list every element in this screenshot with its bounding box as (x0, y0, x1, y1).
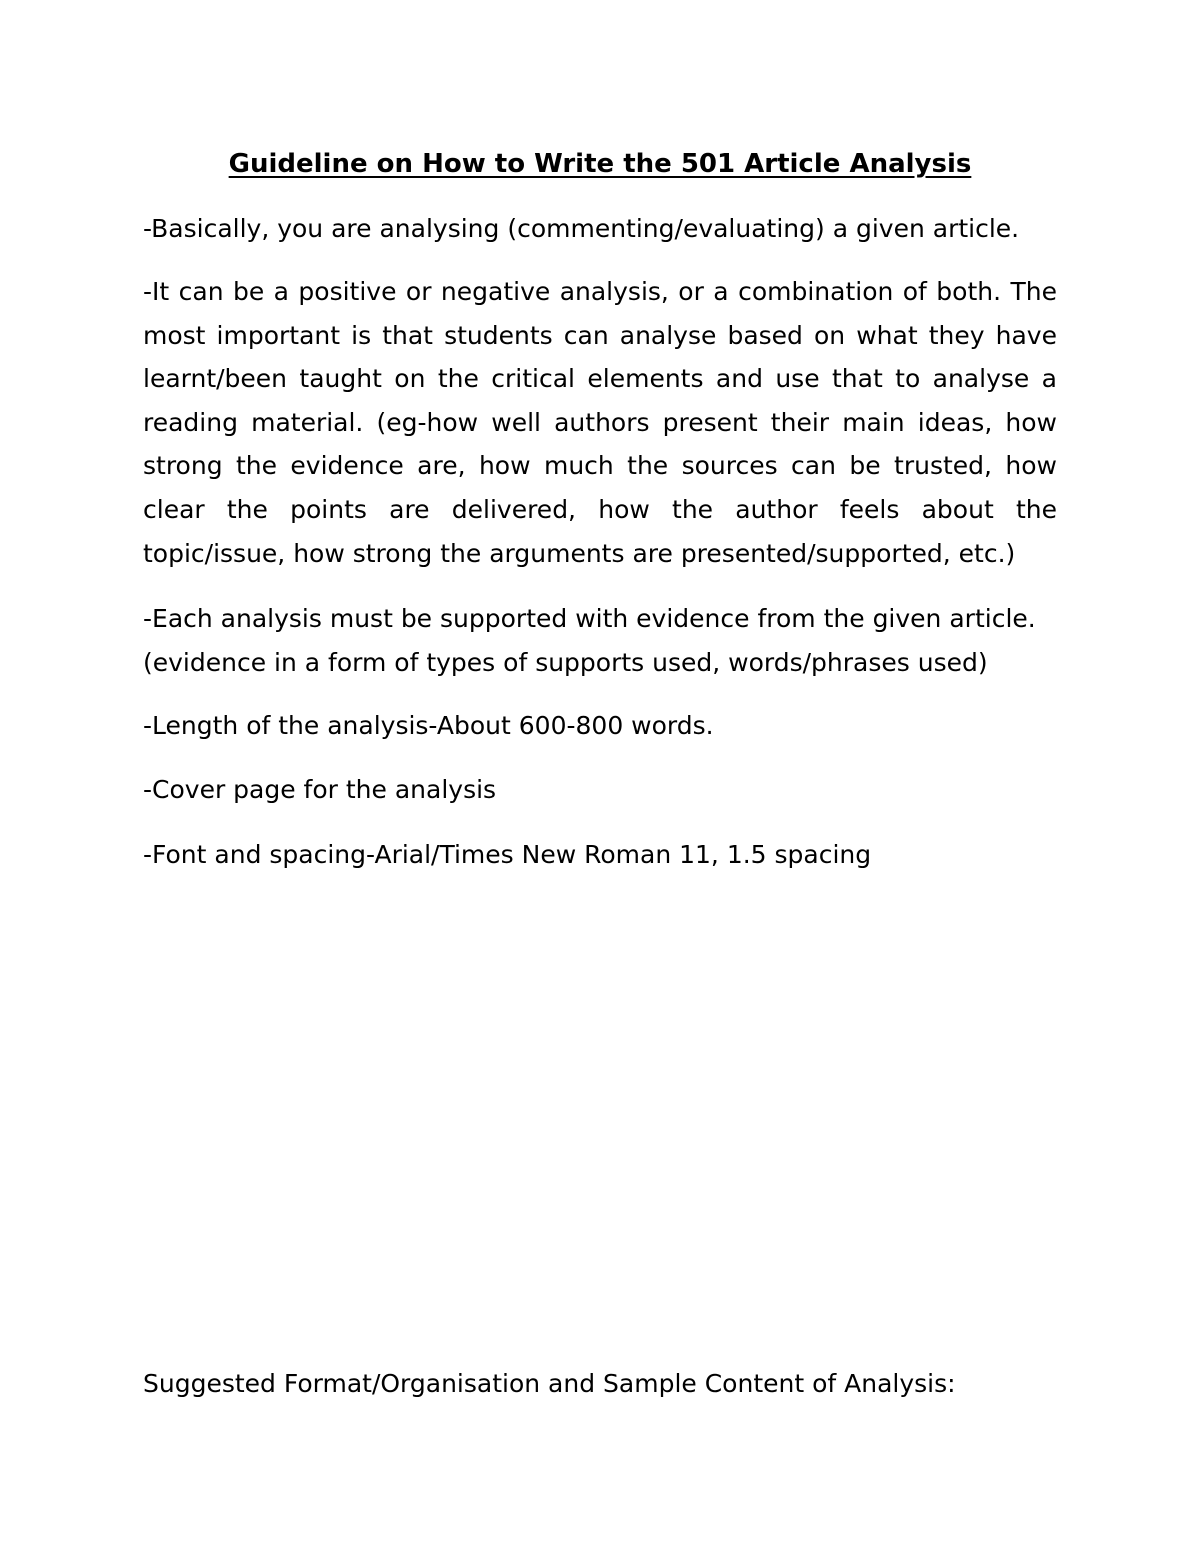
paragraph-length: -Length of the analysis-About 600-800 words. (143, 711, 714, 740)
paragraph-font-spacing: -Font and spacing-Arial/Times New Roman 11, 1.5 spacing (143, 840, 872, 869)
paragraph-evidence: -Each analysis must be supported with evidence from the given article. (evidence in a form of types of supports used, words/phrases used) (143, 604, 1036, 677)
paragraph-positive-negative: -It can be a positive or negative analysis, or a combination of both. The most important is that students can analyse based on what they have learnt/been taught on the critical elements and use that to analyse a reading material. (eg-how well authors present their main ideas, how strong the evidence are, how much the sources can be trusted, how clear the points are delivered, how the author feels about the topic/issue, how strong the arguments are presented/supported, etc.) (143, 277, 1057, 568)
section-heading-suggested-format: Suggested Format/Organisation and Sample Content of Analysis: (143, 1369, 956, 1398)
paragraph-basically: -Basically, you are analysing (commenting/evaluating) a given article. (143, 214, 1020, 243)
document-title: Guideline on How to Write the 501 Article Analysis (228, 149, 972, 179)
paragraph-cover-page: -Cover page for the analysis (143, 775, 497, 804)
